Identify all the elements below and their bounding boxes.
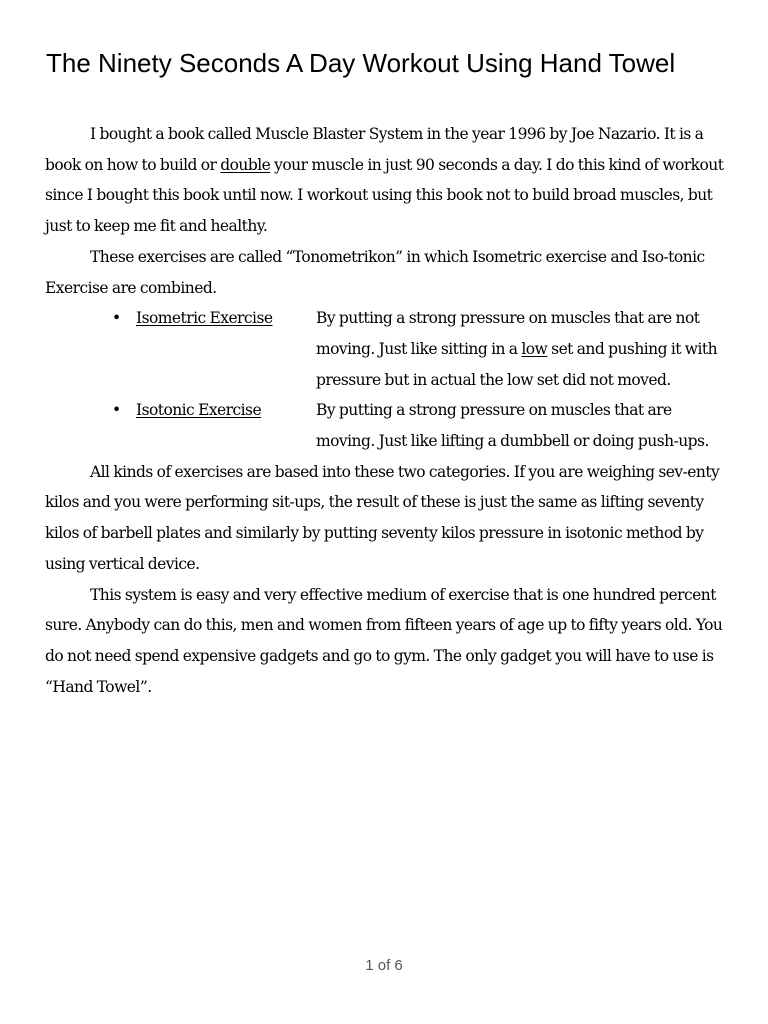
document-title: The Ninety Seconds A Day Workout Using Hand Towel — [46, 48, 676, 78]
underlined-word-low: low — [521, 339, 548, 358]
paragraph-categories: All kinds of exercises are based into these two categories. If you are weighing sev-enty kilos and you were performing sit-ups, the result of these is just the same as lifting seventy kilos of barbell plates and similarly by putting seventy kilos pressure in isotonic method by using vertical device. — [45, 462, 720, 573]
exercise-types-list — [45, 303, 725, 457]
list-item-isotonic — [45, 395, 725, 456]
document-body — [45, 119, 725, 702]
term-isometric-exercise: Isometric Exercise — [136, 309, 273, 328]
underlined-word-double: double — [220, 155, 271, 174]
description-isotonic: By putting a strong pressure on muscles that are moving. Just like lifting a dumbbell or doing push-ups. — [316, 401, 709, 451]
term-isotonic-exercise: Isotonic Exercise — [136, 401, 262, 420]
description-isometric-text-1: By putting a strong pressure on muscles that are not moving. Just like sitting in a — [316, 309, 700, 358]
bullet-marker: • — [112, 401, 121, 420]
paragraph-tonometrikon: These exercises are called “Tonometrikon” in which Isometric exercise and Iso-tonic Exercise are combined. — [45, 247, 705, 297]
paragraph-intro-text-1: I bought a book called Muscle Blaster System in the year 1996 by Joe Nazario. It is a book on how to build or — [45, 125, 704, 174]
page-indicator: 1 of 6 — [365, 957, 403, 974]
paragraph-intro-text-2: your muscle in just 90 seconds a day. I do this kind of workout since I bought this book until now. I workout using this book not to build broad muscles, but just to keep me fit and healthy. — [45, 155, 724, 236]
description-isometric — [316, 303, 725, 395]
paragraph-system: This system is easy and very effective medium of exercise that is one hundred percent sure. Anybody can do this, men and women from fifteen years of age up to fifty years old. You do not need spend expensive gadgets and go to gym. The only gadget you will have to use is “Hand Towel”. — [45, 585, 723, 696]
paragraph-intro — [45, 119, 725, 242]
bullet-marker: • — [112, 309, 121, 328]
description-isometric-text-2: set and pushing it with pressure but in actual the low set did not moved. — [316, 339, 718, 389]
list-item-isometric — [45, 303, 725, 395]
